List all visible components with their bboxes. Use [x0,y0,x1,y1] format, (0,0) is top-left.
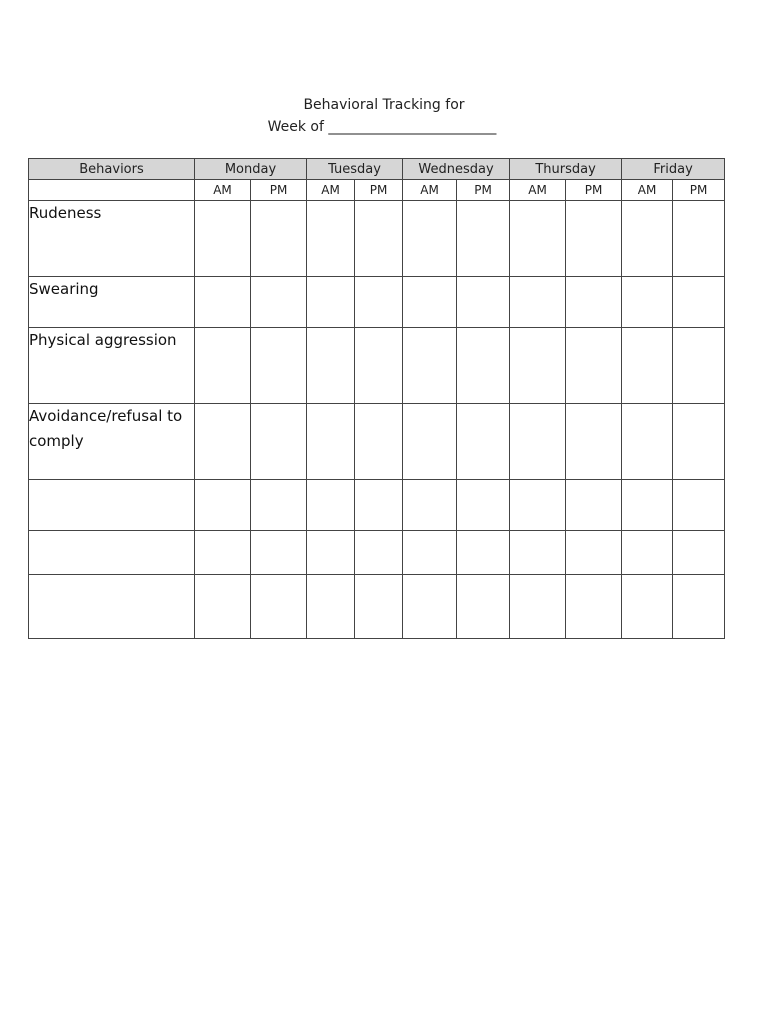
tracking-cell[interactable] [403,531,457,575]
tracking-cell[interactable] [403,480,457,531]
title-heading: Behavioral Tracking for [303,97,465,113]
day-header-thursday: Thursday [510,159,622,180]
tracking-cell[interactable] [510,575,566,639]
tracking-cell[interactable] [307,201,355,277]
tracking-cell[interactable] [457,531,510,575]
tracking-cell[interactable] [673,201,725,277]
tracking-cell[interactable] [251,531,307,575]
tracking-cell[interactable] [355,277,403,328]
period-am: AM [510,180,566,201]
tracking-cell[interactable] [622,575,673,639]
behavior-label [29,531,195,575]
tracking-cell[interactable] [355,480,403,531]
tracking-cell[interactable] [355,328,403,404]
tracking-cell[interactable] [457,404,510,480]
tracking-cell[interactable] [307,328,355,404]
tracking-cell[interactable] [403,277,457,328]
behavior-row [29,480,725,531]
behavior-row [29,531,725,575]
tracking-cell[interactable] [457,575,510,639]
tracking-cell[interactable] [566,328,622,404]
behavior-label: Swearing [29,277,195,328]
tracking-cell[interactable] [251,328,307,404]
tracking-cell[interactable] [510,201,566,277]
tracking-cell[interactable] [307,404,355,480]
behavior-label [29,480,195,531]
day-header-friday: Friday [622,159,725,180]
tracking-cell[interactable] [251,480,307,531]
tracking-cell[interactable] [195,277,251,328]
tracking-cell[interactable] [510,531,566,575]
period-header-blank [29,180,195,201]
tracking-cell[interactable] [457,277,510,328]
tracking-cell[interactable] [566,531,622,575]
tracking-cell[interactable] [195,328,251,404]
day-header-tuesday: Tuesday [307,159,403,180]
period-am: AM [403,180,457,201]
period-pm: PM [355,180,403,201]
tracking-cell[interactable] [403,575,457,639]
tracking-cell[interactable] [622,404,673,480]
tracking-cell[interactable] [622,328,673,404]
behavior-tracking-table [28,158,725,639]
week-of-field: Week of ________________________ [267,119,497,135]
document-title [0,94,768,138]
tracking-cell[interactable] [195,575,251,639]
tracking-cell[interactable] [673,575,725,639]
behavior-row [29,201,725,277]
tracking-cell[interactable] [566,201,622,277]
tracking-cell[interactable] [510,404,566,480]
tracking-cell[interactable] [622,480,673,531]
tracking-cell[interactable] [673,277,725,328]
tracking-cell[interactable] [622,277,673,328]
tracking-cell[interactable] [510,328,566,404]
tracking-cell[interactable] [355,531,403,575]
period-header-row [29,180,725,201]
tracking-cell[interactable] [251,277,307,328]
tracking-cell[interactable] [566,404,622,480]
period-pm: PM [566,180,622,201]
tracking-cell[interactable] [403,201,457,277]
behavior-row [29,575,725,639]
period-am: AM [307,180,355,201]
tracking-cell[interactable] [355,201,403,277]
behavior-label [29,575,195,639]
period-am: AM [622,180,673,201]
tracking-cell[interactable] [566,277,622,328]
tracking-cell[interactable] [566,480,622,531]
tracking-cell[interactable] [457,328,510,404]
tracking-cell[interactable] [457,201,510,277]
tracking-cell[interactable] [403,328,457,404]
tracking-cell[interactable] [195,480,251,531]
tracking-cell[interactable] [251,575,307,639]
tracking-cell[interactable] [307,531,355,575]
tracking-cell[interactable] [457,480,510,531]
tracking-cell[interactable] [251,201,307,277]
tracking-cell[interactable] [673,404,725,480]
period-am: AM [195,180,251,201]
behavior-label: Avoidance/refusal to comply [29,404,195,480]
behavior-row [29,328,725,404]
tracking-cell[interactable] [195,404,251,480]
period-pm: PM [457,180,510,201]
behaviors-column-header: Behaviors [29,159,195,180]
tracking-cell[interactable] [510,480,566,531]
tracking-cell[interactable] [673,531,725,575]
tracking-cell[interactable] [673,480,725,531]
tracking-cell[interactable] [307,277,355,328]
tracking-cell[interactable] [355,404,403,480]
tracking-cell[interactable] [355,575,403,639]
tracking-cell[interactable] [673,328,725,404]
tracking-cell[interactable] [307,575,355,639]
period-pm: PM [673,180,725,201]
behavior-row [29,404,725,480]
tracking-cell[interactable] [622,201,673,277]
tracking-cell[interactable] [307,480,355,531]
day-header-row [29,159,725,180]
tracking-cell[interactable] [510,277,566,328]
period-pm: PM [251,180,307,201]
tracking-cell[interactable] [622,531,673,575]
behavior-row [29,277,725,328]
day-header-monday: Monday [195,159,307,180]
tracking-cell[interactable] [195,531,251,575]
tracking-cell[interactable] [403,404,457,480]
tracking-cell[interactable] [195,201,251,277]
day-header-wednesday: Wednesday [403,159,510,180]
behavior-label: Physical aggression [29,328,195,404]
tracking-cell[interactable] [251,404,307,480]
behavior-label: Rudeness [29,201,195,277]
tracking-cell[interactable] [566,575,622,639]
